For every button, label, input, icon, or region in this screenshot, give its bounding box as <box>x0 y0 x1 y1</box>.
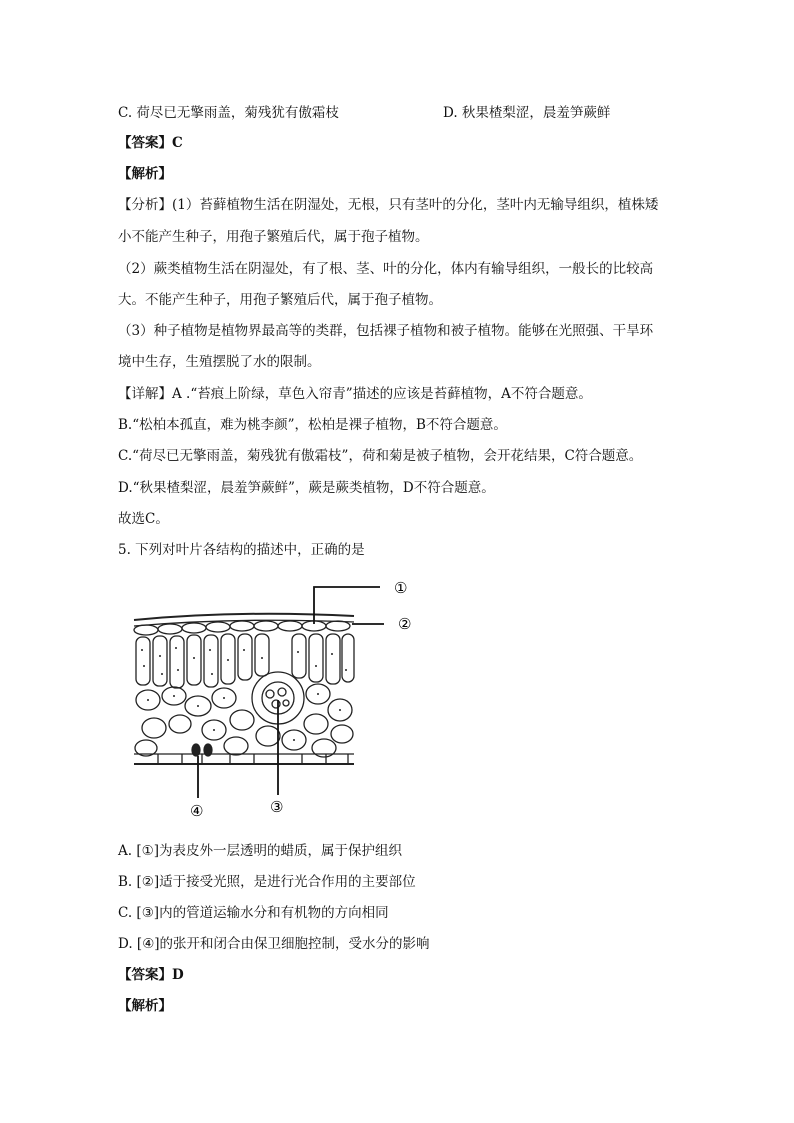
answer-label: 【答案】D <box>118 967 184 983</box>
analysis-line: 境中生存，生殖摆脱了水的限制。 <box>118 354 321 370</box>
label-2: ② <box>398 615 412 633</box>
analysis-line: 大。不能产生种子，用孢子繁殖后代，属于孢子植物。 <box>118 292 442 308</box>
analysis-line: 【分析】(1）苔藓植物生活在阴湿处，无根，只有茎叶的分化，茎叶内无输导组织，植株矮 <box>118 197 659 213</box>
detail-line: 【详解】A .“苔痕上阶绿，草色入帘青”描述的应该是苔藓植物，A不符合题意。 <box>118 386 592 402</box>
choice-a: A. [①]为表皮外一层透明的蜡质，属于保护组织 <box>118 843 402 859</box>
analysis-heading: 【解析】 <box>118 166 172 182</box>
label-4: ④ <box>190 802 204 820</box>
detail-line: C.“荷尽已无擎雨盖，菊残犹有傲霜枝”，荷和菊是被子植物，会开花结果，C符合题意。 <box>118 448 643 464</box>
option-c: C. 荷尽已无擎雨盖，菊残犹有傲霜枝 <box>118 105 339 121</box>
analysis-line: 小不能产生种子，用孢子繁殖后代，属于孢子植物。 <box>118 229 429 245</box>
choice-c: C. [③]内的管道运输水分和有机物的方向相同 <box>118 905 389 921</box>
conclusion-line: 故选C。 <box>118 511 169 527</box>
analysis-heading: 【解析】 <box>118 998 172 1014</box>
label-1: ① <box>394 579 408 597</box>
question-stem: 5. 下列对叶片各结构的描述中，正确的是 <box>118 542 365 558</box>
choice-d: D. [④]的张开和闭合由保卫细胞控制，受水分的影响 <box>118 936 430 952</box>
option-d: D. 秋果楂梨涩，晨羞笋蕨鲜 <box>443 105 611 121</box>
leaf-cross-section-diagram <box>118 570 428 825</box>
analysis-line: （3）种子植物是植物界最高等的类群，包括裸子植物和被子植物。能够在光照强、干旱环 <box>118 323 654 339</box>
detail-line: D.“秋果楂梨涩，晨羞笋蕨鲜”，蕨是蕨类植物，D不符合题意。 <box>118 480 495 496</box>
detail-line: B.“松柏本孤直，难为桃李颜”，松柏是裸子植物，B不符合题意。 <box>118 417 507 433</box>
answer-label: 【答案】C <box>118 135 183 151</box>
analysis-line: （2）蕨类植物生活在阴湿处，有了根、茎、叶的分化，体内有输导组织，一般长的比较高 <box>118 261 654 277</box>
label-3: ③ <box>270 798 284 816</box>
choice-b: B. [②]适于接受光照，是进行光合作用的主要部位 <box>118 874 416 890</box>
